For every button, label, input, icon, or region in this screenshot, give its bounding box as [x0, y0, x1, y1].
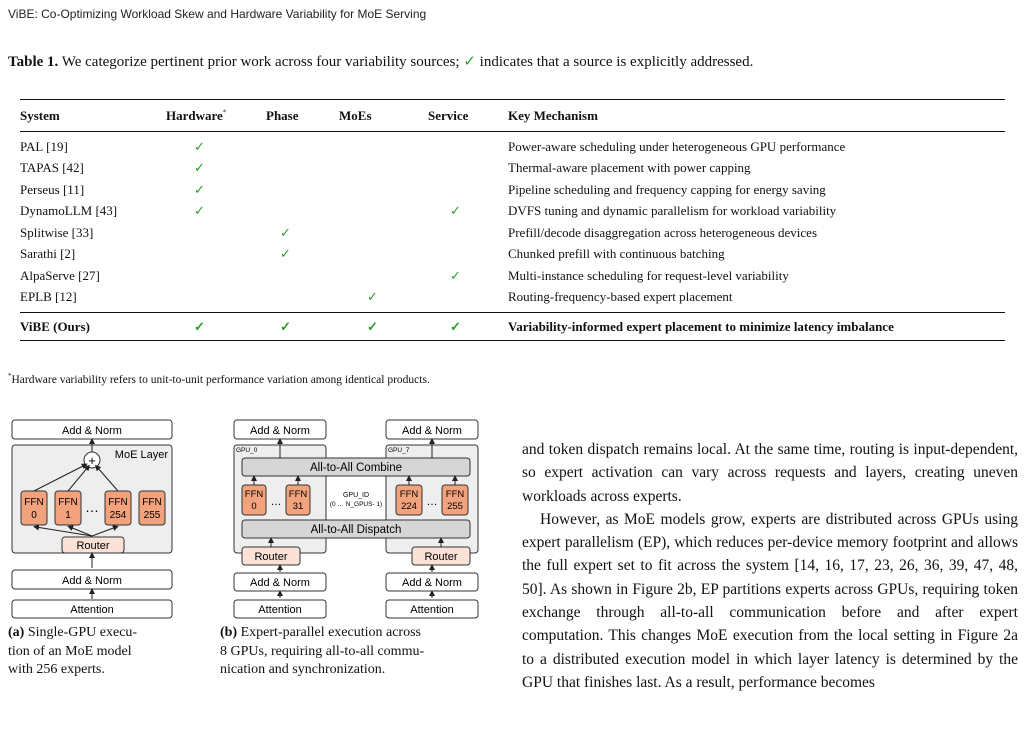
- phase-check: [266, 201, 339, 223]
- hardware-check: [166, 244, 266, 266]
- attention-right-label: Attention: [410, 604, 454, 616]
- mechanism-cell: Thermal-aware placement with power capping: [508, 160, 751, 176]
- add-norm-right-label: Add & Norm: [402, 425, 462, 437]
- attention-left-label: Attention: [258, 604, 302, 616]
- hardware-check: [166, 265, 266, 287]
- add-norm-left-label: Add & Norm: [250, 425, 310, 437]
- table-row: [20, 201, 1005, 223]
- service-check: [428, 136, 508, 158]
- phase-check: ✓: [280, 318, 291, 334]
- ffn-expert: [55, 491, 81, 525]
- system-cell: Sarathi [2]: [20, 246, 76, 262]
- service-check: ✓: [450, 267, 461, 283]
- system-cell: TAPAS [42]: [20, 160, 84, 176]
- mechanism-cell: Power-aware scheduling under heterogeneous GPU performance: [508, 138, 846, 154]
- table-caption: Table 1. We categorize pertinent prior work across four variability sources; ✓ indicates that a source is explicitly addressed.: [8, 54, 754, 70]
- gpu0-label: GPU_0: [236, 447, 258, 454]
- header-hardware: Hardware*: [166, 108, 227, 123]
- figure-a-attention: [0, 598, 210, 620]
- add-norm-top-label: Add & Norm: [62, 425, 122, 437]
- table-row: [20, 136, 1005, 158]
- svg-text:224: 224: [401, 501, 417, 512]
- hardware-check: ✓: [194, 138, 205, 154]
- hardware-check: [166, 287, 266, 309]
- paragraph: and token dispatch remains local. At the same time, routing is input-dependent, so expert activation can vary across requests and layers, creating uneven workloads across experts.: [522, 441, 1018, 505]
- attention-label: Attention: [70, 604, 114, 616]
- hardware-check: ✓: [194, 318, 205, 334]
- moes-check: ✓: [367, 289, 378, 305]
- moes-check: [339, 222, 428, 244]
- svg-text:1: 1: [65, 510, 71, 521]
- router-right-label: Router: [424, 551, 458, 563]
- system-cell: DynamoLLM [43]: [20, 203, 118, 219]
- hardware-check: ✓: [194, 160, 205, 176]
- mechanism-cell: Multi-instance scheduling for request-level variability: [508, 267, 789, 283]
- paragraph: However, as MoE models grow, experts are distributed across GPUs using expert parallelism (EP), which reduces per-device memory footprint and allows the full expert set to fit across the system [14, 16, 17, 23, 26, 36, 39, 47, 48, 50]. As shown in Figure 2b, EP partitions experts across GPUs, requiring token exchange through all-to-all communication before and after expert computation. This changes MoE execution from the local setting in Figure 2a to a distributed execution model in which layer latency is determined by the GPU that finishes last. As a result, performance becomes: [522, 510, 1018, 691]
- running-head: ViBE: Co-Optimizing Workload Skew and Hardware Variability for MoE Serving: [8, 7, 427, 21]
- table-header-row: [20, 100, 1005, 132]
- hardware-check: ✓: [194, 203, 205, 219]
- figure-a-diagram: [0, 410, 210, 598]
- phase-check: [266, 265, 339, 287]
- hardware-check: ✓: [194, 181, 205, 197]
- check-icon: ✓: [463, 54, 476, 70]
- hardware-check: [166, 222, 266, 244]
- router-left-label: Router: [254, 551, 288, 563]
- table-row: [20, 158, 1005, 180]
- service-check: [428, 244, 508, 266]
- table-caption-label: Table 1.: [8, 54, 59, 70]
- mechanism-cell: Prefill/decode disaggregation across heterogeneous devices: [508, 224, 817, 240]
- gpu-id-label: GPU_ID: [342, 492, 370, 499]
- figure-a-caption: (a) Single-GPU execu- tion of an MoE model with 256 experts.: [8, 625, 138, 677]
- add-norm-bottom-label: Add & Norm: [62, 575, 122, 587]
- svg-text:0: 0: [31, 510, 37, 521]
- moes-check: [339, 136, 428, 158]
- comparison-table: [20, 99, 1005, 341]
- ellipsis: …: [85, 499, 99, 515]
- table-row: [20, 222, 1005, 244]
- svg-text:0: 0: [251, 501, 257, 512]
- figure-b-diagram: [226, 410, 486, 622]
- svg-text:FFN: FFN: [142, 497, 162, 508]
- mechanism-cell: Pipeline scheduling and frequency capping for energy saving: [508, 181, 826, 197]
- moe-layer-label: MoE Layer: [114, 449, 168, 461]
- moes-check: [339, 158, 428, 180]
- mechanism-cell: Chunked prefill with continuous batching: [508, 246, 725, 262]
- add-norm-right-bottom-label: Add & Norm: [402, 577, 462, 589]
- ffn-expert: [105, 491, 131, 525]
- table-row: [20, 287, 1005, 309]
- svg-text:…: …: [270, 496, 282, 508]
- moes-check: [339, 265, 428, 287]
- table-row: [20, 244, 1005, 266]
- router-label: Router: [76, 540, 110, 552]
- svg-text:254: 254: [109, 510, 127, 521]
- header-key-mechanism: Key Mechanism: [508, 108, 598, 123]
- service-check: [428, 158, 508, 180]
- service-check: ✓: [450, 203, 461, 219]
- add-norm-left-bottom-label: Add & Norm: [250, 577, 310, 589]
- phase-check: [266, 179, 339, 201]
- svg-text:FFN: FFN: [288, 489, 308, 500]
- svg-text:+: +: [88, 453, 96, 468]
- system-cell: ViBE (Ours): [20, 318, 90, 334]
- system-cell: AlpaServe [27]: [20, 267, 100, 283]
- table-row: [20, 313, 1005, 341]
- phase-check: [266, 158, 339, 180]
- table-row: [20, 179, 1005, 201]
- ffn-expert: [21, 491, 47, 525]
- moes-check: [339, 201, 428, 223]
- mechanism-cell: Routing-frequency-based expert placement: [508, 289, 733, 305]
- figure-b-caption: (b) Expert-parallel execution across 8 GPUs, requiring all-to-all commu- nication and synchronization.: [220, 625, 425, 677]
- header-phase: Phase: [266, 108, 299, 123]
- ffn-expert: [396, 485, 422, 515]
- body-text: [522, 438, 1018, 694]
- table-row: [20, 265, 1005, 287]
- header-moes: MoEs: [339, 108, 372, 123]
- phase-check: [266, 287, 339, 309]
- system-cell: Splitwise [33]: [20, 224, 94, 240]
- svg-text:FFN: FFN: [108, 497, 128, 508]
- header-system: System: [20, 108, 60, 123]
- svg-text:FFN: FFN: [24, 497, 44, 508]
- moes-check: [339, 179, 428, 201]
- moes-check: ✓: [367, 318, 378, 334]
- system-cell: Perseus [11]: [20, 181, 85, 197]
- svg-text:255: 255: [143, 510, 161, 521]
- ffn-expert: [286, 485, 310, 515]
- svg-text:FFN: FFN: [399, 489, 419, 500]
- phase-check: [266, 136, 339, 158]
- ffn-expert: [442, 485, 468, 515]
- service-check: [428, 222, 508, 244]
- svg-text:FFN: FFN: [244, 489, 264, 500]
- svg-text:…: …: [426, 496, 438, 508]
- gpu-id-range: (0 … N_GPUS- 1): [329, 501, 383, 508]
- gpu7-label: GPU_7: [388, 447, 410, 454]
- service-check: [428, 287, 508, 309]
- ffn-expert: [242, 485, 266, 515]
- moes-check: [339, 244, 428, 266]
- mechanism-cell: DVFS tuning and dynamic parallelism for workload variability: [508, 203, 837, 219]
- svg-text:255: 255: [447, 501, 463, 512]
- service-check: ✓: [450, 318, 461, 334]
- svg-text:FFN: FFN: [445, 489, 465, 500]
- phase-check: ✓: [280, 246, 291, 262]
- system-cell: PAL [19]: [20, 138, 68, 154]
- mechanism-cell: Variability-informed expert placement to minimize latency imbalance: [508, 318, 894, 334]
- svg-text:FFN: FFN: [58, 497, 78, 508]
- header-service: Service: [428, 108, 469, 123]
- service-check: [428, 179, 508, 201]
- dispatch-label: All-to-All Dispatch: [310, 524, 402, 536]
- phase-check: ✓: [280, 224, 291, 240]
- table-footnote: *Hardware variability refers to unit-to-unit performance variation among identical products.: [8, 372, 430, 386]
- ffn-expert: [139, 491, 165, 525]
- svg-text:31: 31: [292, 501, 304, 512]
- combine-label: All-to-All Combine: [309, 462, 403, 474]
- system-cell: EPLB [12]: [20, 289, 77, 305]
